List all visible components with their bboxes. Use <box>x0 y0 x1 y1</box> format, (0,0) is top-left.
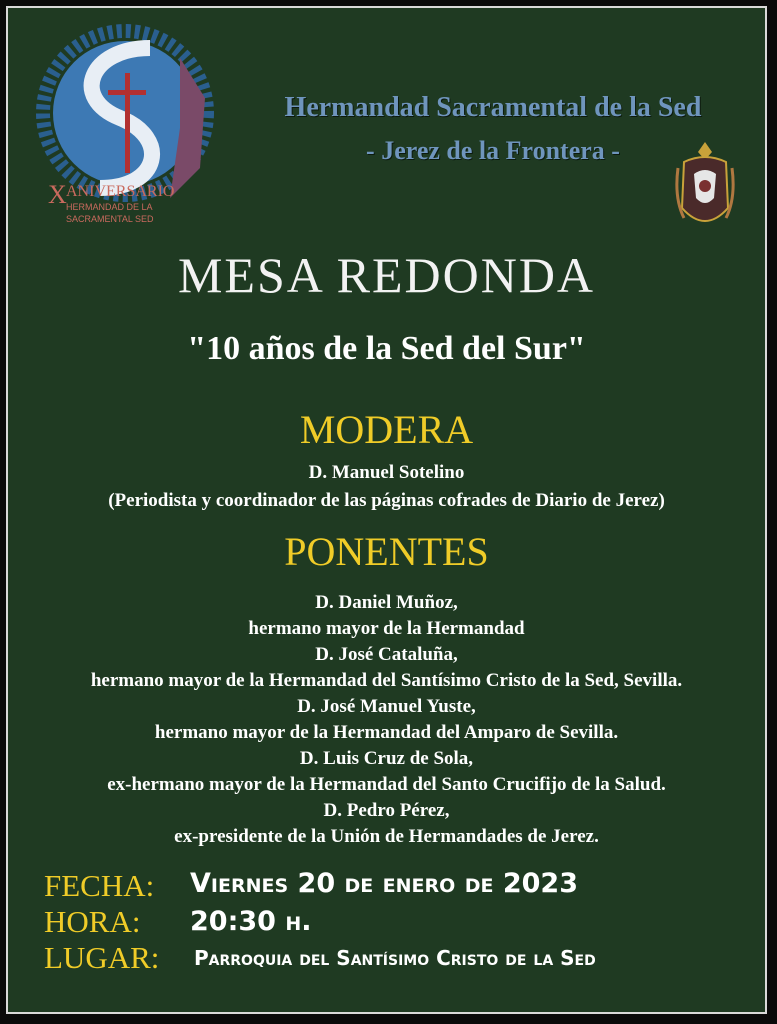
coat-of-arms-icon <box>674 138 736 238</box>
poster <box>6 6 767 1014</box>
speaker-line: D. José Manuel Yuste, <box>297 696 476 717</box>
anniversary-text-3: SACRAMENTAL SED <box>66 214 154 224</box>
event-title: MESA REDONDA <box>177 247 596 303</box>
speaker-line: hermano mayor de la Hermandad del Santísimo Cristo de la Sed, Sevilla. <box>90 670 683 691</box>
speaker-line: hermano mayor de la Hermandad <box>248 618 525 639</box>
event-subtitle: "10 años de la Sed del Sur" <box>187 330 586 367</box>
anniversary-text-2: HERMANDAD DE LA <box>66 202 153 212</box>
fecha-label: FECHA: <box>44 868 155 903</box>
speaker-line: ex-hermano mayor de la Hermandad del Santo Crucifijo de la Salud. <box>107 774 666 795</box>
lugar-label: LUGAR: <box>44 940 160 975</box>
anniversary-text: ANIVERSARIO <box>66 183 175 200</box>
modera-heading: MODERA <box>299 407 474 452</box>
hora-value: 20:30 h. <box>190 906 312 937</box>
speaker-line: ex-presidente de la Unión de Hermandades de Jerez. <box>174 826 599 847</box>
organization-name: Hermandad Sacramental de la Sed <box>284 92 702 123</box>
speaker-line: D. Luis Cruz de Sola, <box>299 748 474 769</box>
anniversary-logo <box>30 18 220 238</box>
speaker-line: D. José Cataluña, <box>315 644 458 665</box>
fecha-value: Viernes 20 de enero de 2023 <box>190 868 579 899</box>
lugar-value: Parroquia del Santísimo Cristo de la Sed <box>194 946 596 970</box>
ponentes-heading: PONENTES <box>284 529 489 574</box>
organization-city: - Jerez de la Frontera - <box>366 136 620 165</box>
moderator-role: (Periodista y coordinador de las páginas cofrades de Diario de Jerez) <box>108 490 665 511</box>
anniversary-numeral: X <box>48 180 67 209</box>
moderator-name: D. Manuel Sotelino <box>308 462 465 483</box>
hora-label: HORA: <box>44 904 141 939</box>
logo-cross <box>125 73 130 173</box>
speaker-line: D. Daniel Muñoz, <box>315 592 458 613</box>
speaker-line: hermano mayor de la Hermandad del Amparo de Sevilla. <box>154 722 619 743</box>
speaker-line: D. Pedro Pérez, <box>323 800 450 821</box>
